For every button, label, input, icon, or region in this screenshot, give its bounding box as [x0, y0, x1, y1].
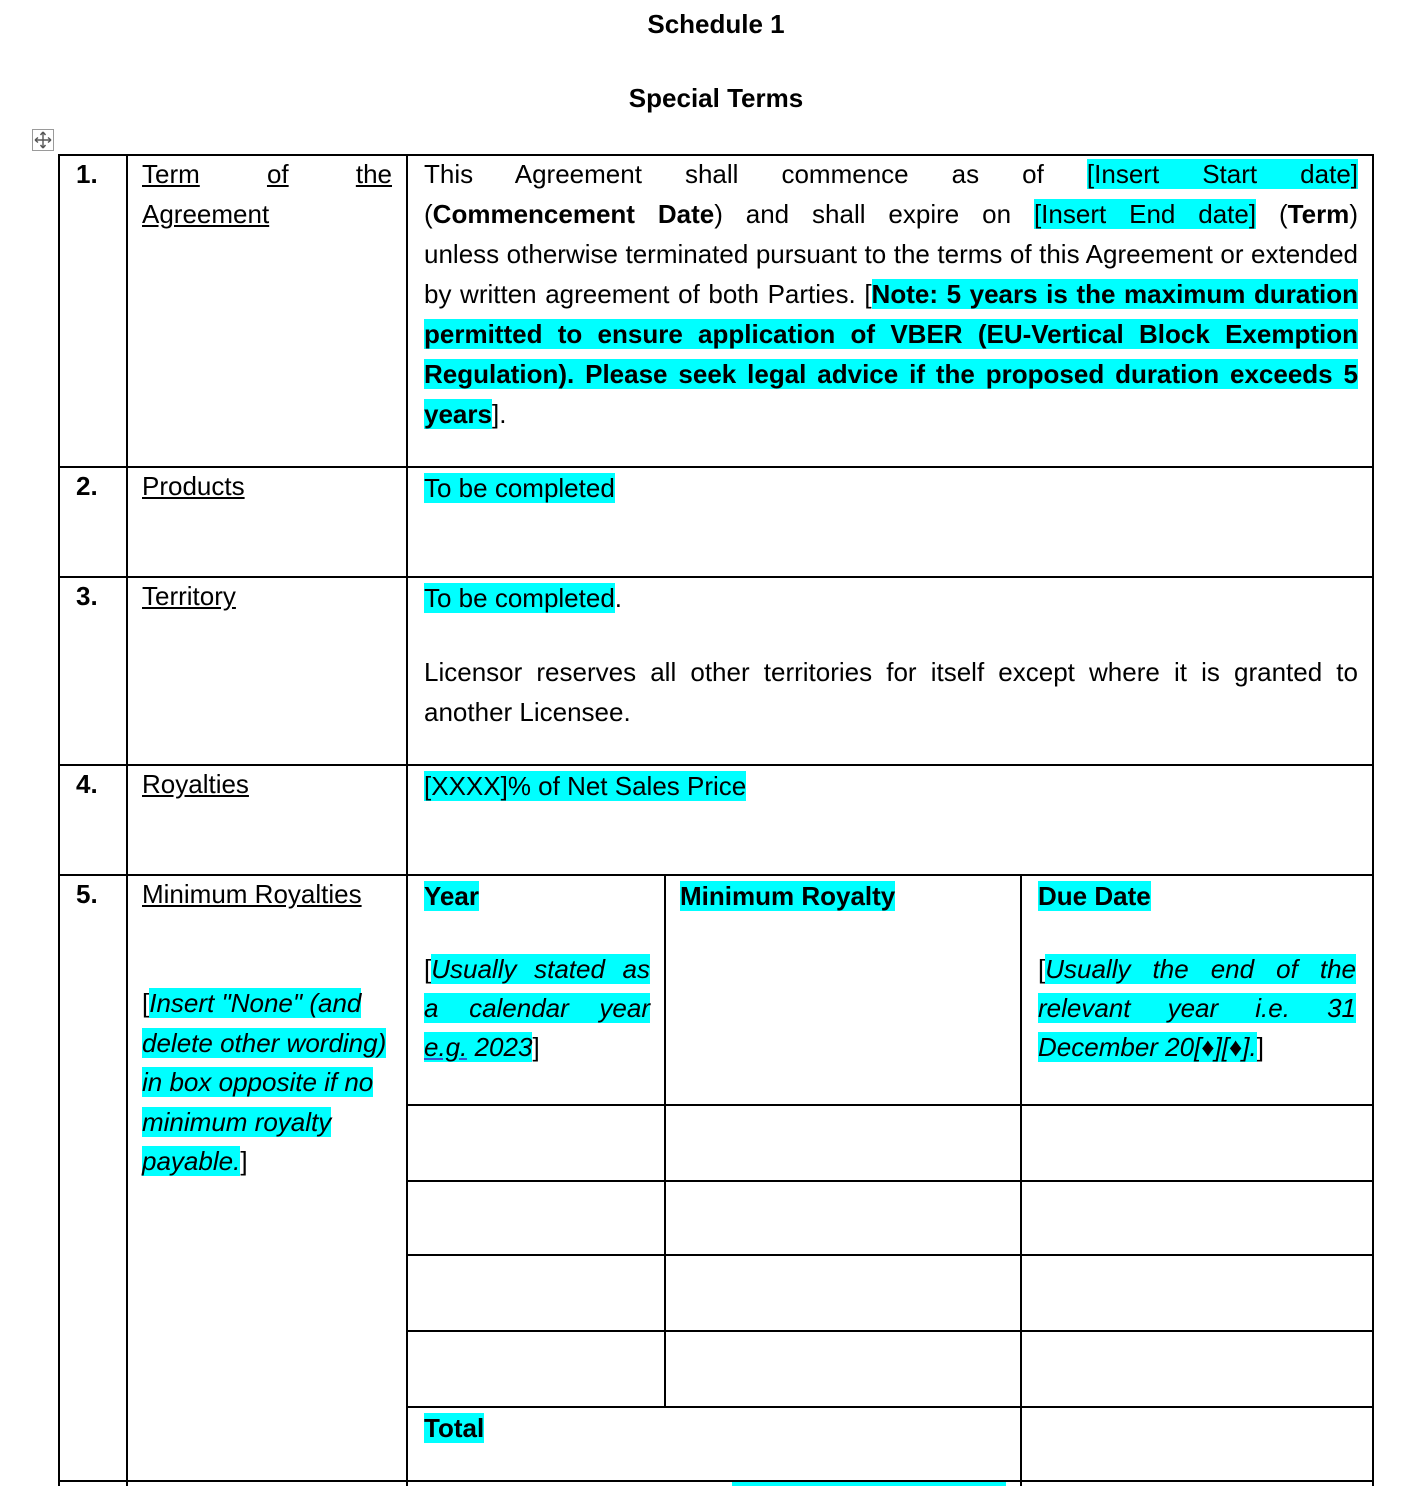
year-note: [Usually stated as a calendar year e.g. 2023] [424, 954, 650, 1062]
row-1-label-word-1: Term [142, 159, 200, 189]
schedule-title: Schedule 1 [647, 9, 785, 39]
territory-note: Licensor reserves all other territories for itself except where it is granted to another Licensee. [424, 657, 1358, 727]
row-1-label-word-4: Agreement [142, 199, 270, 229]
header-minimum-royalty: Minimum Royalty [680, 881, 896, 911]
insert-end-date[interactable]: [Insert End date] [1033, 199, 1257, 229]
row-1-number: 1. [76, 159, 98, 189]
royalties-value[interactable]: [XXXX]% of Net Sales Price [424, 771, 747, 801]
products-value[interactable]: To be completed [424, 473, 615, 503]
row-2-number: 2. [76, 471, 98, 501]
minimum-royalty-instruction: [Insert "None" (and delete other wording) in box opposite if no minimum royalty payable.] [142, 988, 387, 1176]
row-5-label: Minimum Royalties [142, 879, 362, 909]
term-rest: unless otherwise terminated pursuant to the terms of this Agreement or extended by written agreement of both Parties. [Note: 5 years is the maximum duration permitted to ensure application of VBER (EU-Vertical Block Exemption Regulation). Please seek legal advice if the proposed duration exceeds 5 years]. [424, 239, 1358, 429]
term-line-2: (Commencement Date) and shall expire on [Insert End date] (Term) [424, 199, 1358, 229]
header-year: Year [424, 881, 479, 911]
due-date-note: [Usually the end of the relevant year i.e. 31 December 20[♦][♦].] [1038, 954, 1356, 1062]
term-line-1: This Agreement shall commence as of [Insert Start date] [424, 159, 1358, 189]
header-due-date: Due Date [1038, 881, 1151, 911]
total-label: Total [424, 1413, 485, 1443]
term-paragraph [424, 154, 1358, 434]
row-1-label [142, 154, 392, 234]
section-title: Special Terms [628, 83, 804, 113]
row-1-label-word-2: of [266, 159, 289, 189]
row-5-number: 5. [76, 879, 98, 909]
territory-value[interactable]: To be completed [424, 583, 615, 613]
table-move-handle-icon[interactable] [32, 129, 54, 151]
row-3-number: 3. [76, 581, 98, 611]
row-4-number: 4. [76, 769, 98, 799]
insert-start-date[interactable]: [Insert Start date] [1086, 159, 1358, 189]
row-4-label: Royalties [142, 769, 249, 799]
row-1-label-word-3: the [355, 159, 392, 189]
row-2-label: Products [142, 471, 245, 501]
term-vber-note: Note: 5 years is the maximum duration permitted to ensure application of VBER (EU-Vertical Block Exemption Regulation). Please seek legal advice if the proposed duration exceeds 5 years [424, 279, 1358, 429]
row-3-label: Territory [142, 581, 236, 611]
